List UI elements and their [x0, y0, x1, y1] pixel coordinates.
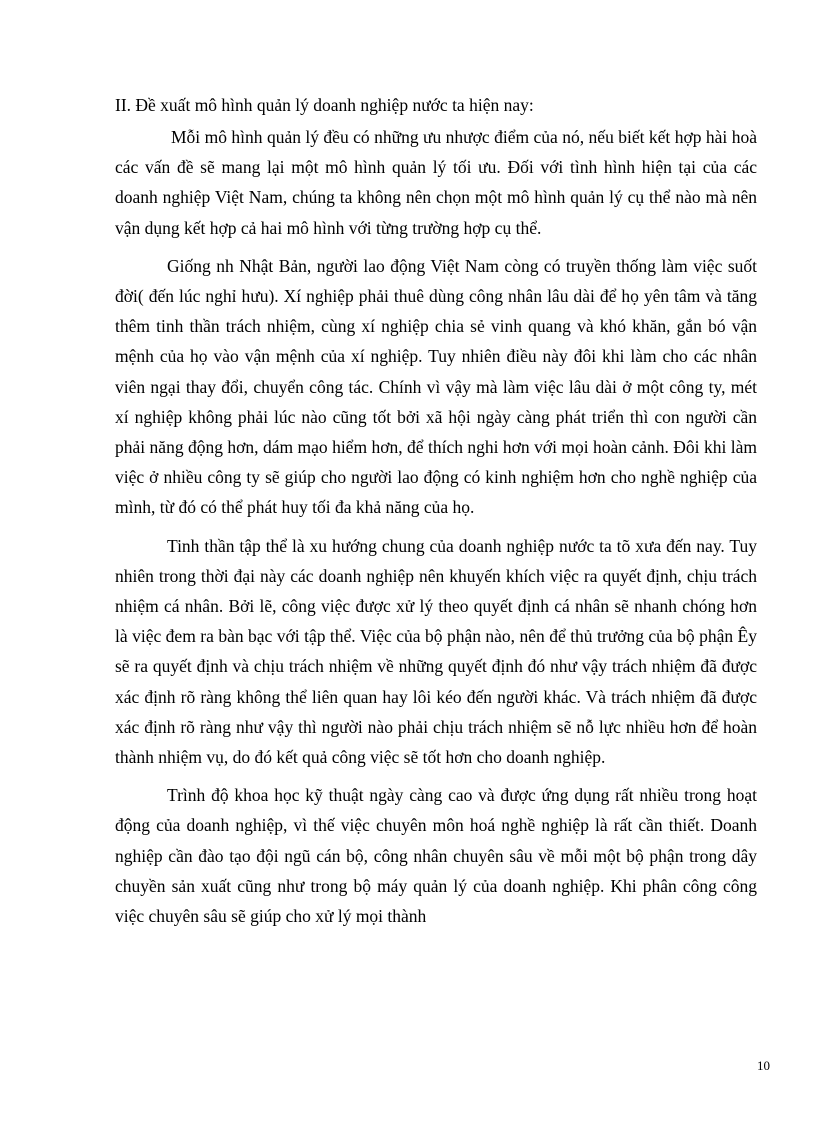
section-heading: II. Đề xuất mô hình quản lý doanh nghiệp nước ta hiện nay:: [115, 95, 534, 115]
paragraph-3: Tinh thần tập thể là xu hướng chung của doanh nghiệp nước ta tõ xưa đến nay. Tuy nhiên trong thời đại này các doanh nghiệp nên khuyến khích việc ra quyết định, chịu trách nhiệm cá nhân. Bởi lẽ, công việc được xử lý theo quyết định cá nhân sẽ nhanh chóng hơn là việc đem ra bàn bạc với tập thể. Việc của bộ phận nào, nên để thủ trưởng của bộ phận Êy sẽ ra quyết định và chịu trách nhiệm về những quyết định đó như vậy trách nhiệm đã được xác định rõ ràng không thể liên quan hay lôi kéo đến người khác. Và trách nhiệm đã được xác định rõ ràng như vậy thì người nào phải chịu trách nhiệm sẽ nỗ lực nhiều hơn để hoàn thành nhiệm vụ, do đó kết quả công việc sẽ tốt hơn cho doanh nghiệp.: [115, 535, 757, 768]
paragraph-2: Giống nh Nhật Bản, người lao động Việt Nam còng có truyền thống làm việc suốt đời( đến lúc nghỉ hưu). Xí nghiệp phải thuê dùng công nhân lâu dài để họ yên tâm và tăng thêm tinh thần trách nhiệm, cùng xí nghiệp chia sẻ vinh quang và khó khăn, gắn bó vận mệnh của họ vào vận mệnh của xí nghiệp. Tuy nhiên điều này đôi khi làm cho các nhân viên ngại thay đổi, chuyển công tác. Chính vì vậy mà làm việc lâu dài ở một công ty, mét xí nghiệp không phải lúc nào cũng tốt bởi xã hội ngày càng phát triển thì con người cần phải năng động hơn, dám mạo hiểm hơn, để thích nghi hơn với mọi hoàn cảnh. Đôi khi làm việc ở nhiều công ty sẽ giúp cho người lao động có kinh nghiệm hơn cho nghề nghiệp của mình, từ đó có thể phát huy tối đa khả năng của họ.: [115, 255, 757, 518]
page-content: [115, 92, 757, 939]
page-number: 10: [757, 1058, 770, 1073]
paragraph-4: Trình độ khoa học kỹ thuật ngày càng cao và được ứng dụng rất nhiều trong hoạt động của doanh nghiệp, vì thế việc chuyên môn hoá nghề nghiệp là rất cần thiết. Doanh nghiệp cần đào tạo đội ngũ cán bộ, công nhân chuyên sâu về mỗi một bộ phận trong dây chuyền sản xuất cũng như trong bộ máy quản lý của doanh nghiệp. Khi phân công công việc chuyên sâu sẽ giúp cho xử lý mọi thành: [115, 785, 757, 927]
paragraph-1: Mỗi mô hình quản lý đều có những ưu nhược điểm của nó, nếu biết kết hợp hài hoà các vấn đề sẽ mang lại một mô hình quản lý tối ưu. Đối với tình hình hiện tại của các doanh nghiệp Việt Nam, chúng ta không nên chọn một mô hình quản lý cụ thể nào mà nên vận dụng kết hợp cả hai mô hình với từng trường hợp cụ thể.: [115, 127, 757, 238]
